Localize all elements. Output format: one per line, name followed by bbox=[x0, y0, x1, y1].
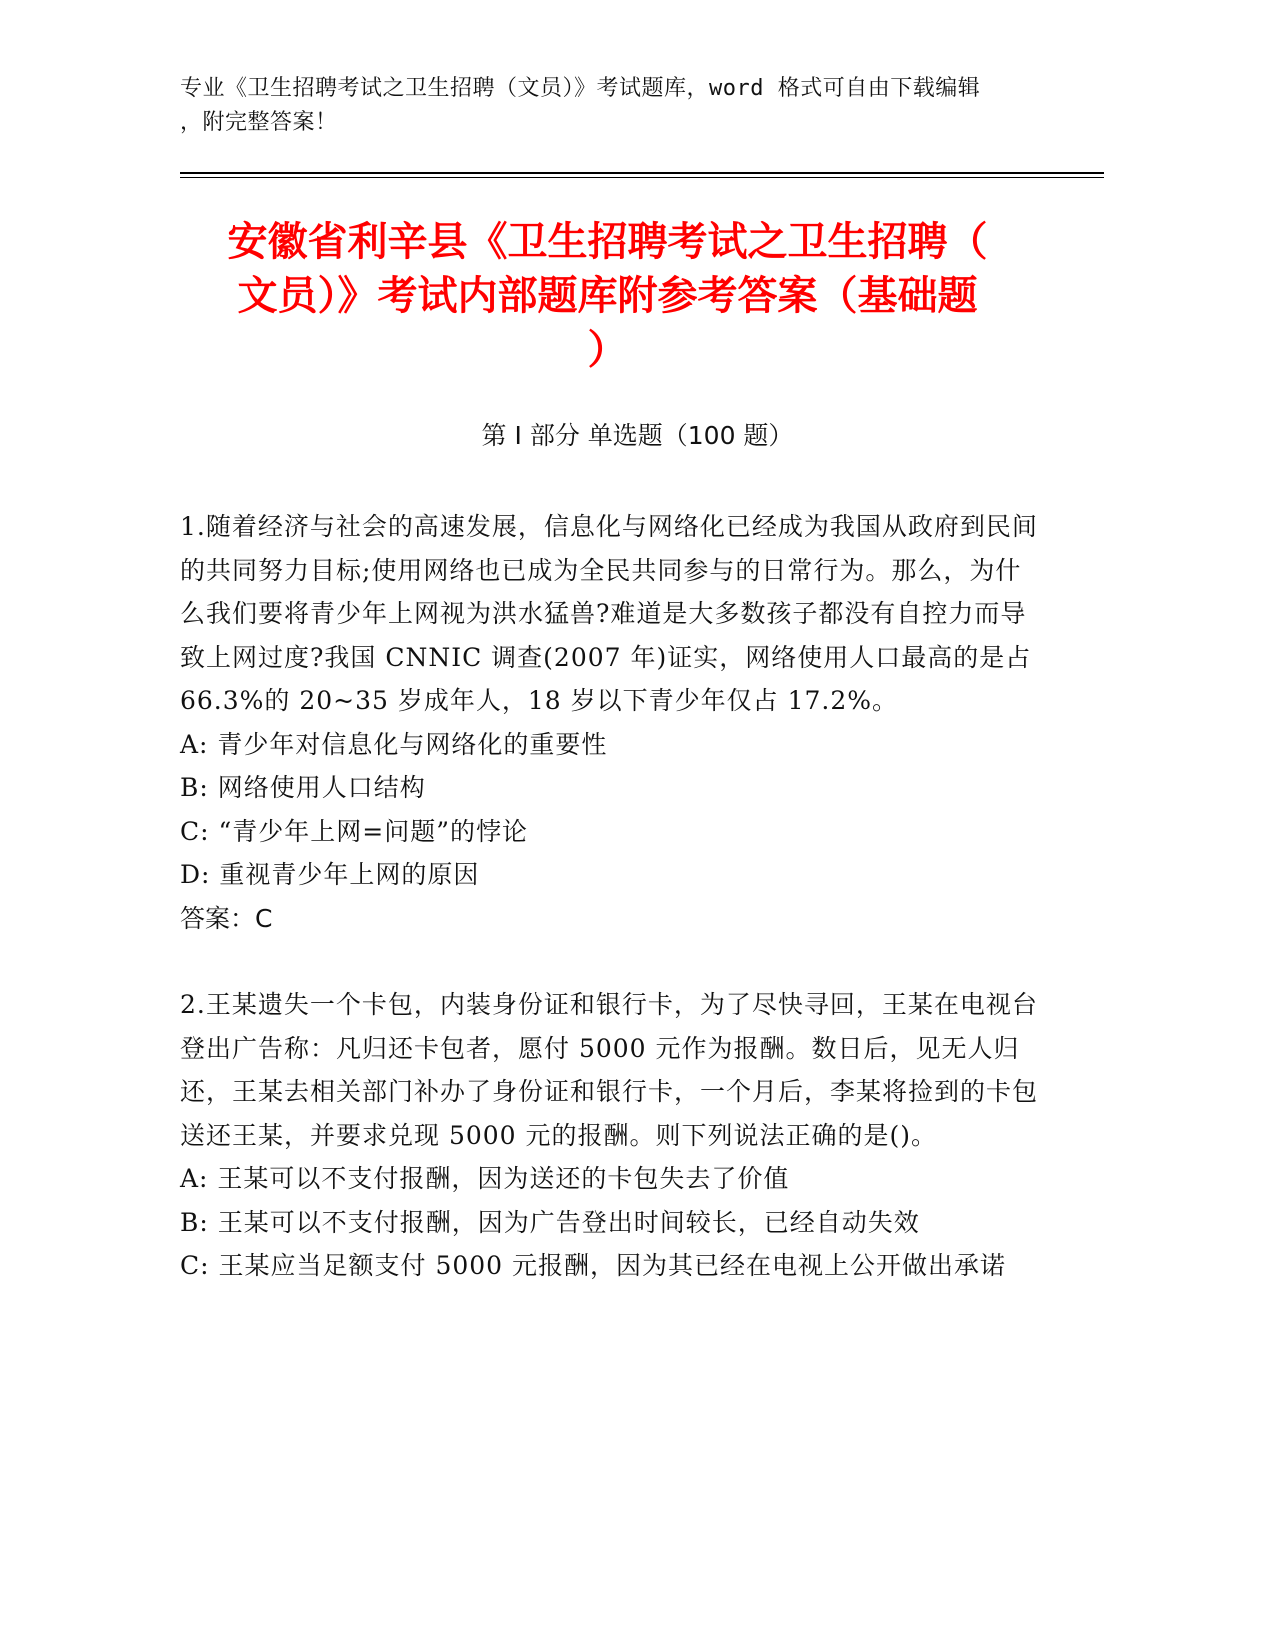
option-d: D: 重视青少年上网的原因 bbox=[180, 860, 480, 889]
section-heading: 第 I 部分 单选题（100 题） bbox=[481, 421, 794, 450]
header-divider-thick bbox=[180, 172, 1104, 174]
document-title bbox=[185, 215, 1030, 377]
title-line-1: 安徽省利辛县《卫生招聘考试之卫生招聘（ bbox=[227, 219, 988, 265]
header-line-2: ，附完整答案！ bbox=[180, 110, 338, 135]
title-line-2: 文员）》考试内部题库附参考答案（基础题 bbox=[237, 273, 978, 319]
option-b: B: 王某可以不支付报酬，因为广告登出时间较长，已经自动失效 bbox=[180, 1207, 920, 1237]
question-stem: 1.随着经济与社会的高速发展，信息化与网络化已经成为我国从政府到民间的共同努力目标;使用网络也已成为全民共同参与的日常行为。那么，为什么我们要将青少年上网视为洪水猛兽?难道是大多数孩子都没有自控力而导致上网过度?我国 CNNIC 调查(2007 年)证实，网络使用人口最高的是占 66.3%的 20~35 岁成年人，18 岁以下青少年仅占 17.2%。 bbox=[180, 512, 1038, 715]
question-list bbox=[180, 505, 1040, 1288]
question-stem: 2.王某遗失一个卡包，内装身份证和银行卡，为了尽快寻回，王某在电视台登出广告称：凡归还卡包者，愿付 5000 元作为报酬。数日后，见无人归还，王某去相关部门补办了身份证和银行卡，一个月后，李某将捡到的卡包送还王某，并要求兑现 5000 元的报酬。则下列说法正确的是()。 bbox=[180, 990, 1039, 1150]
answer-label: 答案：C bbox=[180, 903, 273, 933]
question-1 bbox=[180, 505, 1040, 940]
document-header bbox=[180, 72, 1080, 140]
option-c: C: 王某应当足额支付 5000 元报酬，因为其已经在电视上公开做出承诺 bbox=[180, 1251, 1007, 1280]
header-line-1: 专业《卫生招聘考试之卫生招聘（文员）》考试题库，word 格式可自由下载编辑 bbox=[180, 76, 981, 101]
question-2 bbox=[180, 983, 1040, 1288]
title-line-3: ） bbox=[587, 327, 628, 373]
option-c: C: “青少年上网=问题”的悖论 bbox=[180, 816, 529, 846]
option-a: A: 王某可以不支付报酬，因为送还的卡包失去了价值 bbox=[180, 1164, 790, 1193]
header-divider-thin bbox=[180, 177, 1104, 178]
option-b: B: 网络使用人口结构 bbox=[180, 773, 426, 802]
option-a: A: 青少年对信息化与网络化的重要性 bbox=[180, 729, 608, 759]
